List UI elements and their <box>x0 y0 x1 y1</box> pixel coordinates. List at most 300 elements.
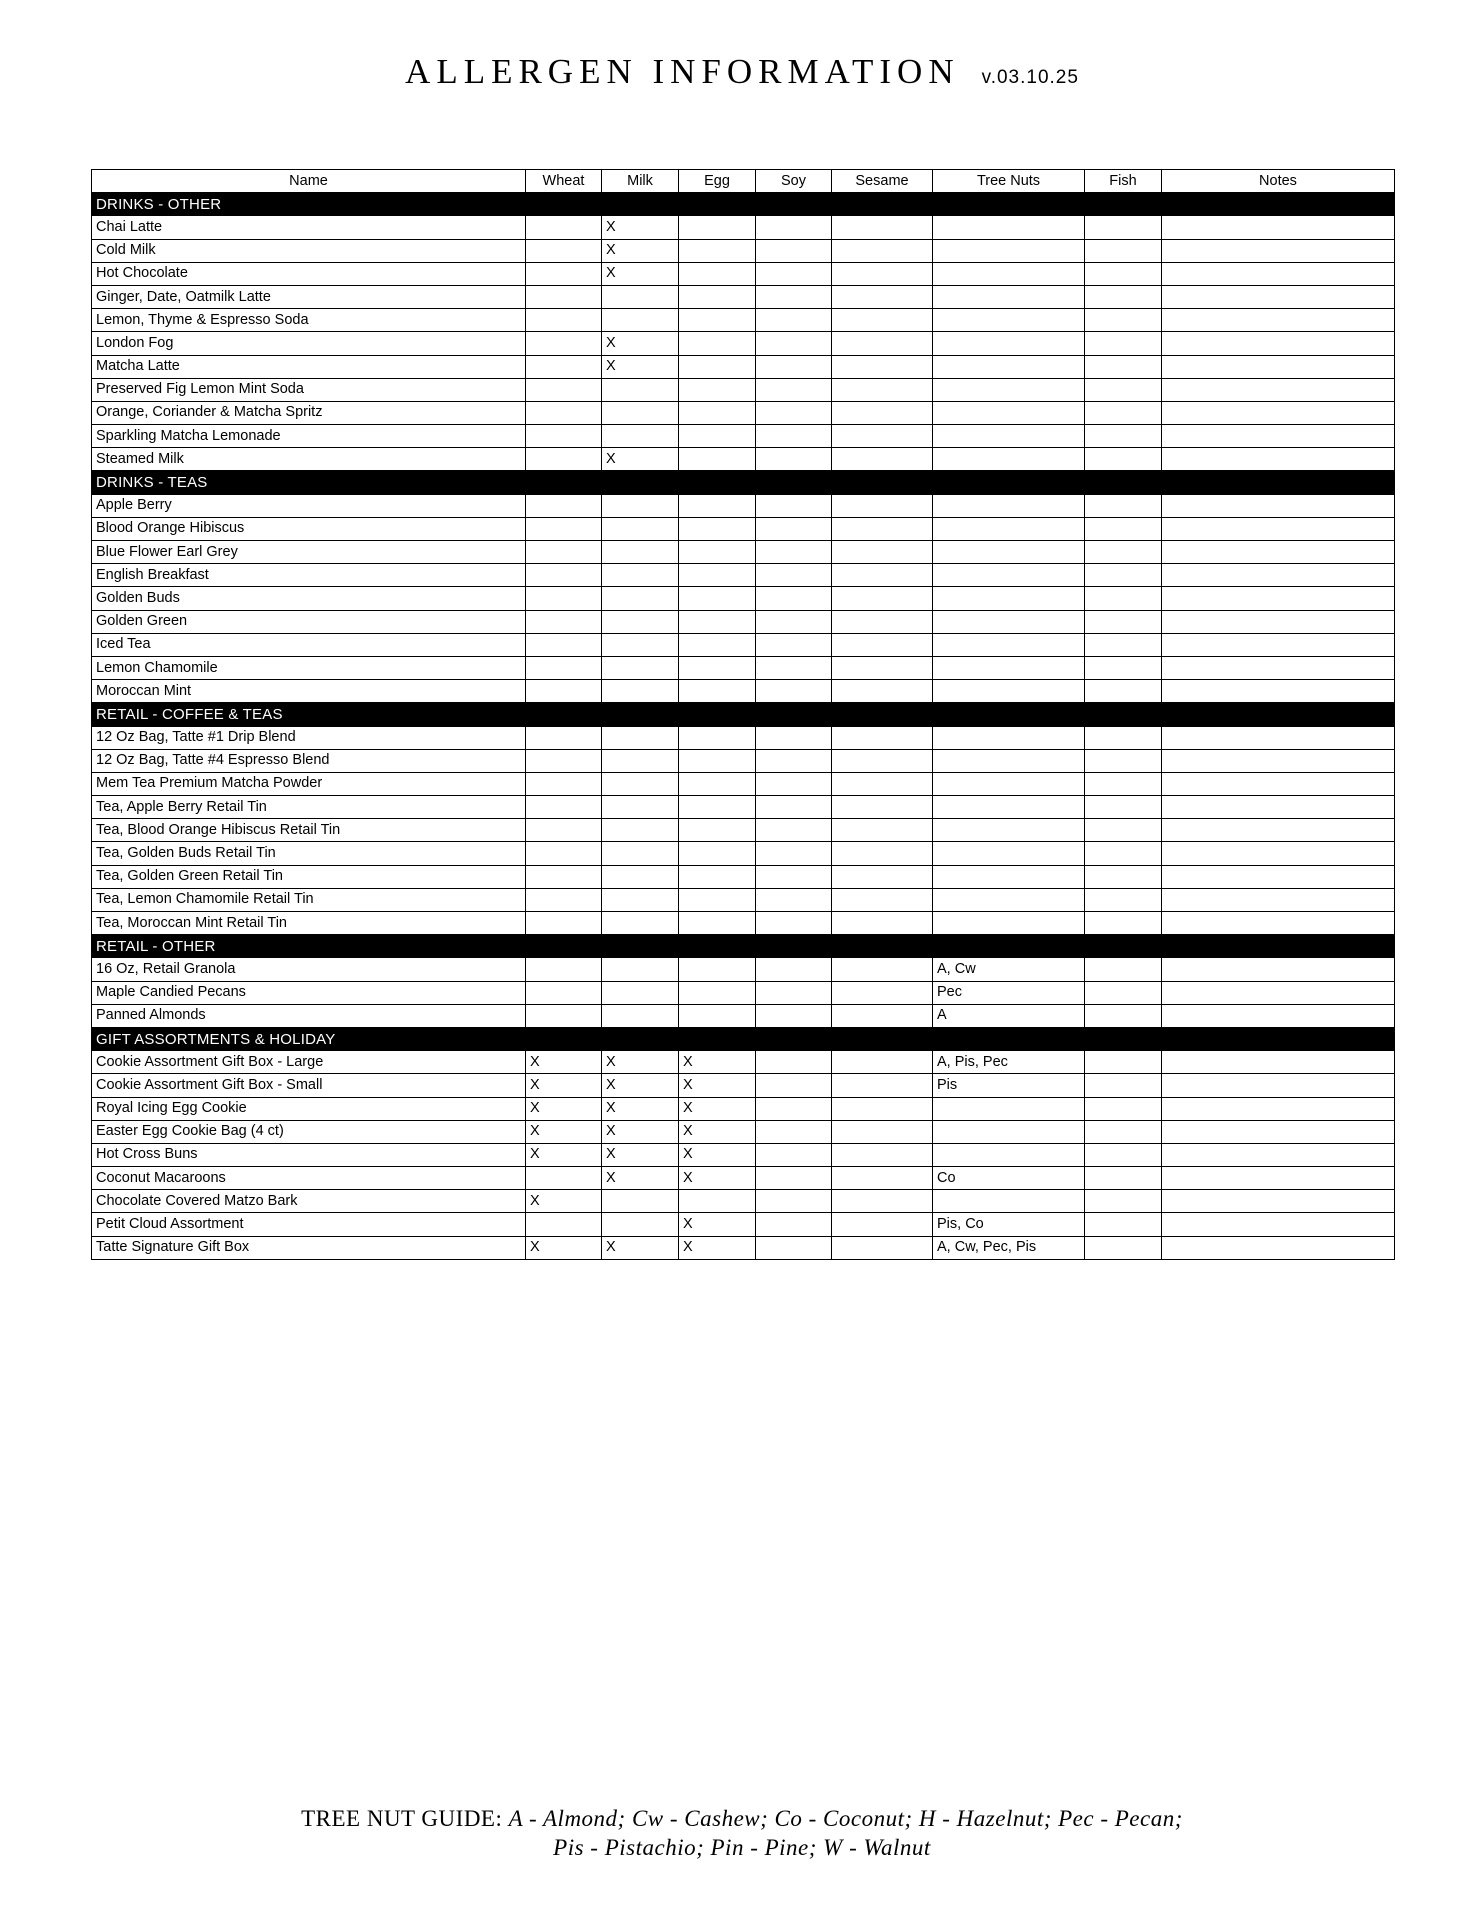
cell-sesame <box>832 378 933 401</box>
page-title: ALLERGEN INFORMATION <box>405 52 960 91</box>
cell-name: Chai Latte <box>92 216 526 239</box>
cell-notes <box>1162 262 1395 285</box>
cell-egg: X <box>679 1051 756 1074</box>
cell-egg <box>679 494 756 517</box>
cell-soy <box>756 1097 832 1120</box>
cell-milk <box>602 425 679 448</box>
cell-soy <box>756 1120 832 1143</box>
cell-tree-nuts <box>933 541 1085 564</box>
cell-name: Mem Tea Premium Matcha Powder <box>92 772 526 795</box>
cell-name: 16 Oz, Retail Granola <box>92 958 526 981</box>
cell-sesame <box>832 819 933 842</box>
cell-egg <box>679 981 756 1004</box>
cell-name: Hot Cross Buns <box>92 1143 526 1166</box>
cell-egg <box>679 564 756 587</box>
cell-soy <box>756 517 832 540</box>
cell-fish <box>1085 749 1162 772</box>
cell-sesame <box>832 912 933 935</box>
cell-wheat <box>526 541 602 564</box>
cell-notes <box>1162 1143 1395 1166</box>
cell-soy <box>756 912 832 935</box>
cell-sesame <box>832 262 933 285</box>
cell-wheat <box>526 888 602 911</box>
table-row <box>92 819 1395 842</box>
cell-tree-nuts <box>933 842 1085 865</box>
cell-fish <box>1085 1143 1162 1166</box>
cell-notes <box>1162 1190 1395 1213</box>
cell-name: Apple Berry <box>92 494 526 517</box>
allergen-table <box>91 169 1395 1260</box>
table-row <box>92 216 1395 239</box>
cell-milk: X <box>602 216 679 239</box>
cell-sesame <box>832 1190 933 1213</box>
cell-soy <box>756 1167 832 1190</box>
cell-soy <box>756 216 832 239</box>
cell-name: Cookie Assortment Gift Box - Large <box>92 1051 526 1074</box>
cell-egg <box>679 888 756 911</box>
cell-egg <box>679 633 756 656</box>
table-row <box>92 262 1395 285</box>
cell-milk <box>602 865 679 888</box>
cell-name: Petit Cloud Assortment <box>92 1213 526 1236</box>
cell-soy <box>756 981 832 1004</box>
cell-notes <box>1162 401 1395 424</box>
cell-sesame <box>832 610 933 633</box>
cell-soy <box>756 726 832 749</box>
cell-name: Lemon Chamomile <box>92 656 526 679</box>
cell-milk: X <box>602 239 679 262</box>
cell-sesame <box>832 680 933 703</box>
cell-soy <box>756 772 832 795</box>
cell-name: Moroccan Mint <box>92 680 526 703</box>
cell-wheat <box>526 726 602 749</box>
cell-milk <box>602 912 679 935</box>
cell-soy <box>756 378 832 401</box>
cell-fish <box>1085 564 1162 587</box>
cell-name: Golden Green <box>92 610 526 633</box>
cell-milk <box>602 309 679 332</box>
cell-fish <box>1085 1120 1162 1143</box>
cell-milk: X <box>602 1074 679 1097</box>
table-row <box>92 888 1395 911</box>
cell-notes <box>1162 912 1395 935</box>
cell-wheat <box>526 425 602 448</box>
cell-soy <box>756 796 832 819</box>
cell-wheat: X <box>526 1097 602 1120</box>
table-row <box>92 958 1395 981</box>
cell-wheat <box>526 401 602 424</box>
cell-soy <box>756 819 832 842</box>
column-header-sesame: Sesame <box>832 170 933 193</box>
cell-notes <box>1162 842 1395 865</box>
cell-notes <box>1162 587 1395 610</box>
cell-milk: X <box>602 1051 679 1074</box>
cell-wheat <box>526 309 602 332</box>
cell-sesame <box>832 1051 933 1074</box>
cell-notes <box>1162 1236 1395 1259</box>
cell-name: Sparkling Matcha Lemonade <box>92 425 526 448</box>
cell-fish <box>1085 726 1162 749</box>
cell-egg: X <box>679 1236 756 1259</box>
cell-soy <box>756 1236 832 1259</box>
cell-milk <box>602 587 679 610</box>
cell-milk <box>602 517 679 540</box>
cell-tree-nuts <box>933 285 1085 308</box>
cell-fish <box>1085 494 1162 517</box>
cell-fish <box>1085 656 1162 679</box>
cell-soy <box>756 842 832 865</box>
cell-notes <box>1162 819 1395 842</box>
cell-soy <box>756 610 832 633</box>
cell-egg <box>679 912 756 935</box>
table-row <box>92 332 1395 355</box>
cell-tree-nuts: A <box>933 1004 1085 1027</box>
cell-notes <box>1162 958 1395 981</box>
cell-milk: X <box>602 1236 679 1259</box>
cell-milk <box>602 1004 679 1027</box>
cell-milk: X <box>602 1120 679 1143</box>
cell-fish <box>1085 262 1162 285</box>
cell-tree-nuts <box>933 587 1085 610</box>
cell-soy <box>756 309 832 332</box>
cell-fish <box>1085 239 1162 262</box>
table-row <box>92 749 1395 772</box>
cell-wheat: X <box>526 1120 602 1143</box>
cell-wheat <box>526 332 602 355</box>
cell-milk <box>602 656 679 679</box>
cell-notes <box>1162 378 1395 401</box>
section-header-row <box>92 1027 1395 1050</box>
cell-sesame <box>832 401 933 424</box>
cell-tree-nuts: Pis, Co <box>933 1213 1085 1236</box>
cell-name: 12 Oz Bag, Tatte #4 Espresso Blend <box>92 749 526 772</box>
cell-tree-nuts <box>933 401 1085 424</box>
cell-wheat <box>526 981 602 1004</box>
cell-notes <box>1162 680 1395 703</box>
cell-sesame <box>832 309 933 332</box>
cell-wheat <box>526 378 602 401</box>
cell-sesame <box>832 239 933 262</box>
table-row <box>92 401 1395 424</box>
cell-milk: X <box>602 262 679 285</box>
table-row <box>92 1236 1395 1259</box>
cell-name: Tea, Apple Berry Retail Tin <box>92 796 526 819</box>
cell-sesame <box>832 517 933 540</box>
cell-fish <box>1085 1236 1162 1259</box>
cell-tree-nuts <box>933 656 1085 679</box>
cell-soy <box>756 656 832 679</box>
cell-name: Cookie Assortment Gift Box - Small <box>92 1074 526 1097</box>
table-row <box>92 1213 1395 1236</box>
cell-wheat <box>526 865 602 888</box>
cell-name: Royal Icing Egg Cookie <box>92 1097 526 1120</box>
cell-egg: X <box>679 1097 756 1120</box>
cell-name: Iced Tea <box>92 633 526 656</box>
cell-egg <box>679 819 756 842</box>
cell-sesame <box>832 494 933 517</box>
cell-fish <box>1085 819 1162 842</box>
table-row <box>92 1143 1395 1166</box>
table-row <box>92 1167 1395 1190</box>
cell-egg <box>679 401 756 424</box>
cell-soy <box>756 401 832 424</box>
cell-egg <box>679 610 756 633</box>
column-header-milk: Milk <box>602 170 679 193</box>
cell-soy <box>756 1074 832 1097</box>
cell-egg <box>679 1004 756 1027</box>
section-title: DRINKS - TEAS <box>92 471 1395 494</box>
cell-milk <box>602 564 679 587</box>
table-row <box>92 772 1395 795</box>
cell-fish <box>1085 610 1162 633</box>
cell-wheat <box>526 216 602 239</box>
cell-milk <box>602 888 679 911</box>
cell-notes <box>1162 309 1395 332</box>
cell-egg <box>679 262 756 285</box>
cell-name: Easter Egg Cookie Bag (4 ct) <box>92 1120 526 1143</box>
cell-tree-nuts <box>933 517 1085 540</box>
cell-wheat <box>526 772 602 795</box>
table-row <box>92 610 1395 633</box>
cell-milk <box>602 378 679 401</box>
cell-fish <box>1085 796 1162 819</box>
cell-soy <box>756 680 832 703</box>
cell-soy <box>756 1143 832 1166</box>
cell-notes <box>1162 541 1395 564</box>
cell-milk: X <box>602 1143 679 1166</box>
table-header-row <box>92 170 1395 193</box>
table-row <box>92 1120 1395 1143</box>
cell-fish <box>1085 425 1162 448</box>
table-row <box>92 355 1395 378</box>
cell-sesame <box>832 564 933 587</box>
cell-tree-nuts <box>933 494 1085 517</box>
tree-nut-guide-label: TREE NUT GUIDE: <box>301 1806 503 1831</box>
cell-tree-nuts <box>933 772 1085 795</box>
cell-sesame <box>832 587 933 610</box>
cell-egg <box>679 285 756 308</box>
column-header-notes: Notes <box>1162 170 1395 193</box>
cell-name: 12 Oz Bag, Tatte #1 Drip Blend <box>92 726 526 749</box>
cell-name: Tea, Golden Green Retail Tin <box>92 865 526 888</box>
cell-soy <box>756 749 832 772</box>
cell-sesame <box>832 448 933 471</box>
table-row <box>92 517 1395 540</box>
cell-notes <box>1162 749 1395 772</box>
tree-nut-guide <box>0 1804 1484 1862</box>
cell-fish <box>1085 772 1162 795</box>
column-header-tree-nuts: Tree Nuts <box>933 170 1085 193</box>
table-row <box>92 541 1395 564</box>
cell-fish <box>1085 842 1162 865</box>
cell-name: Matcha Latte <box>92 355 526 378</box>
cell-sesame <box>832 842 933 865</box>
cell-egg <box>679 541 756 564</box>
cell-name: Tea, Blood Orange Hibiscus Retail Tin <box>92 819 526 842</box>
cell-notes <box>1162 796 1395 819</box>
cell-egg <box>679 796 756 819</box>
cell-milk <box>602 958 679 981</box>
cell-egg <box>679 842 756 865</box>
cell-name: Blue Flower Earl Grey <box>92 541 526 564</box>
cell-egg <box>679 239 756 262</box>
cell-wheat <box>526 285 602 308</box>
cell-fish <box>1085 332 1162 355</box>
cell-wheat: X <box>526 1190 602 1213</box>
table-row <box>92 842 1395 865</box>
cell-tree-nuts <box>933 819 1085 842</box>
table-row <box>92 448 1395 471</box>
column-header-fish: Fish <box>1085 170 1162 193</box>
cell-soy <box>756 1004 832 1027</box>
cell-soy <box>756 332 832 355</box>
cell-notes <box>1162 355 1395 378</box>
page-header <box>0 52 1484 92</box>
cell-sesame <box>832 726 933 749</box>
cell-tree-nuts <box>933 680 1085 703</box>
table-row <box>92 309 1395 332</box>
cell-egg <box>679 216 756 239</box>
cell-milk <box>602 610 679 633</box>
cell-fish <box>1085 1074 1162 1097</box>
cell-wheat <box>526 564 602 587</box>
cell-notes <box>1162 494 1395 517</box>
cell-sesame <box>832 981 933 1004</box>
cell-tree-nuts <box>933 726 1085 749</box>
cell-name: Orange, Coriander & Matcha Spritz <box>92 401 526 424</box>
table-row <box>92 564 1395 587</box>
cell-fish <box>1085 216 1162 239</box>
cell-milk <box>602 1213 679 1236</box>
table-row <box>92 1097 1395 1120</box>
cell-tree-nuts <box>933 378 1085 401</box>
cell-wheat <box>526 749 602 772</box>
cell-wheat <box>526 796 602 819</box>
cell-sesame <box>832 425 933 448</box>
cell-tree-nuts <box>933 1120 1085 1143</box>
cell-sesame <box>832 1120 933 1143</box>
cell-tree-nuts <box>933 796 1085 819</box>
cell-tree-nuts <box>933 564 1085 587</box>
cell-notes <box>1162 610 1395 633</box>
column-header-name: Name <box>92 170 526 193</box>
cell-milk <box>602 842 679 865</box>
table-row <box>92 587 1395 610</box>
column-header-soy: Soy <box>756 170 832 193</box>
section-header-row <box>92 471 1395 494</box>
cell-fish <box>1085 1190 1162 1213</box>
cell-fish <box>1085 448 1162 471</box>
cell-tree-nuts <box>933 309 1085 332</box>
table-row <box>92 1004 1395 1027</box>
cell-milk: X <box>602 355 679 378</box>
cell-name: Coconut Macaroons <box>92 1167 526 1190</box>
cell-wheat <box>526 610 602 633</box>
cell-notes <box>1162 888 1395 911</box>
cell-tree-nuts <box>933 633 1085 656</box>
cell-egg <box>679 1190 756 1213</box>
cell-sesame <box>832 1143 933 1166</box>
cell-wheat <box>526 680 602 703</box>
cell-notes <box>1162 448 1395 471</box>
table-row <box>92 378 1395 401</box>
cell-milk <box>602 541 679 564</box>
cell-notes <box>1162 285 1395 308</box>
cell-sesame <box>832 1167 933 1190</box>
cell-notes <box>1162 1120 1395 1143</box>
cell-wheat: X <box>526 1236 602 1259</box>
cell-notes <box>1162 1051 1395 1074</box>
cell-fish <box>1085 1213 1162 1236</box>
cell-egg: X <box>679 1213 756 1236</box>
cell-tree-nuts: Pis <box>933 1074 1085 1097</box>
cell-tree-nuts <box>933 912 1085 935</box>
cell-wheat <box>526 448 602 471</box>
cell-fish <box>1085 958 1162 981</box>
cell-notes <box>1162 517 1395 540</box>
cell-milk: X <box>602 448 679 471</box>
cell-soy <box>756 262 832 285</box>
cell-tree-nuts <box>933 1190 1085 1213</box>
cell-wheat <box>526 633 602 656</box>
cell-egg <box>679 749 756 772</box>
table-row <box>92 239 1395 262</box>
cell-notes <box>1162 216 1395 239</box>
cell-soy <box>756 448 832 471</box>
cell-fish <box>1085 981 1162 1004</box>
cell-notes <box>1162 865 1395 888</box>
cell-fish <box>1085 1051 1162 1074</box>
cell-fish <box>1085 355 1162 378</box>
cell-tree-nuts <box>933 332 1085 355</box>
cell-sesame <box>832 865 933 888</box>
cell-notes <box>1162 726 1395 749</box>
cell-wheat <box>526 1004 602 1027</box>
cell-name: Chocolate Covered Matzo Bark <box>92 1190 526 1213</box>
cell-tree-nuts <box>933 865 1085 888</box>
cell-egg <box>679 726 756 749</box>
cell-sesame <box>832 749 933 772</box>
cell-tree-nuts <box>933 425 1085 448</box>
tree-nut-guide-line-2 <box>0 1833 1484 1862</box>
cell-soy <box>756 239 832 262</box>
cell-notes <box>1162 1097 1395 1120</box>
cell-sesame <box>832 1074 933 1097</box>
cell-milk <box>602 796 679 819</box>
tree-nut-guide-line-1 <box>0 1804 1484 1833</box>
cell-milk <box>602 819 679 842</box>
cell-name: Cold Milk <box>92 239 526 262</box>
cell-name: Maple Candied Pecans <box>92 981 526 1004</box>
cell-name: English Breakfast <box>92 564 526 587</box>
cell-notes <box>1162 1167 1395 1190</box>
cell-sesame <box>832 285 933 308</box>
cell-tree-nuts <box>933 448 1085 471</box>
section-header-row <box>92 193 1395 216</box>
cell-soy <box>756 1213 832 1236</box>
cell-notes <box>1162 633 1395 656</box>
cell-fish <box>1085 378 1162 401</box>
cell-notes <box>1162 564 1395 587</box>
cell-fish <box>1085 587 1162 610</box>
cell-sesame <box>832 216 933 239</box>
tree-nut-guide-text-2: Pis - Pistachio; Pin - Pine; W - Walnut <box>553 1835 931 1860</box>
cell-notes <box>1162 981 1395 1004</box>
cell-egg <box>679 378 756 401</box>
cell-name: Panned Almonds <box>92 1004 526 1027</box>
cell-soy <box>756 1190 832 1213</box>
cell-egg <box>679 425 756 448</box>
